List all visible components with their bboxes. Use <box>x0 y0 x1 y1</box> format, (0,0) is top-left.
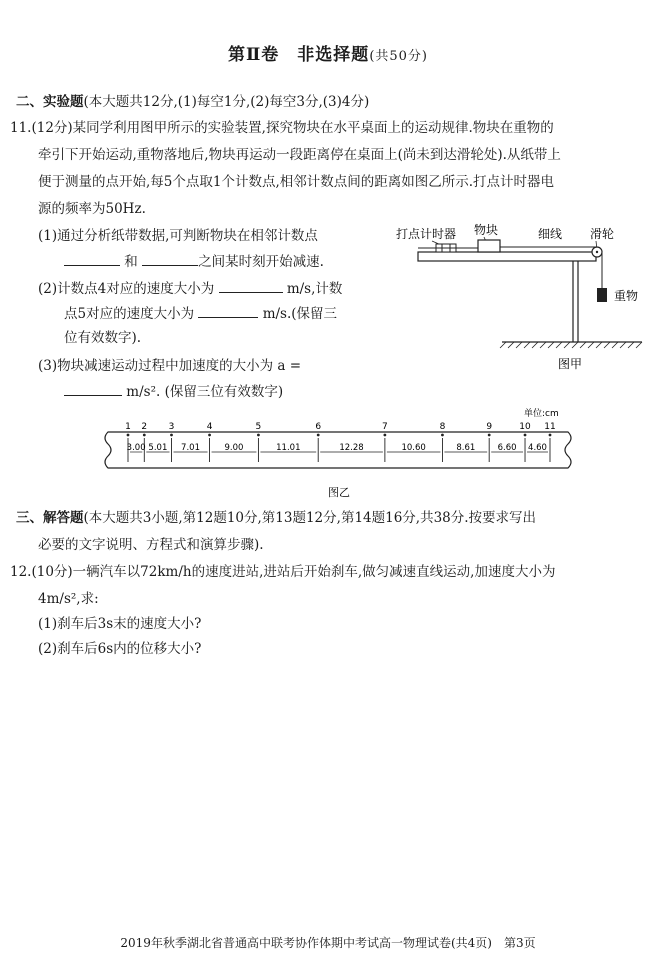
section2-header <box>16 92 369 112</box>
tape-point-label: 6 <box>315 422 322 432</box>
q11-part1-line1: (1)通过分析纸带数据,可判断物块在相邻计数点 <box>38 228 318 244</box>
tape-dot <box>488 434 491 437</box>
block-icon <box>478 240 500 252</box>
q11-part1-tail: 之间某时刻开始减速. <box>198 254 324 270</box>
title-main: 第Ⅱ卷 非选择题 <box>227 45 370 65</box>
q11-part3-line2 <box>64 381 283 402</box>
q11-part1-line2 <box>64 251 324 272</box>
gap-label: 12.28 <box>339 443 364 453</box>
tape-point-label: 2 <box>141 422 148 432</box>
tape-point-label: 7 <box>382 422 388 432</box>
answer-blank[interactable] <box>64 381 122 396</box>
answer-blank[interactable] <box>198 303 258 318</box>
caption-yi: 图乙 <box>328 486 350 499</box>
tape-point-label: 8 <box>439 422 446 432</box>
gap-label: 6.60 <box>497 443 517 453</box>
gap-label: 5.01 <box>148 443 168 453</box>
figure-yi <box>98 404 582 500</box>
weight-icon <box>597 288 607 302</box>
section2-desc: (本大题共12分,(1)每空1分,(2)每空3分,(3)4分) <box>83 94 370 110</box>
tape-point-label: 1 <box>125 422 131 432</box>
tape-dot <box>127 434 130 437</box>
label-pulley: 滑轮 <box>590 227 615 241</box>
caption-jia: 图甲 <box>558 357 583 371</box>
q11-part2-line3: 位有效数字). <box>64 330 142 346</box>
gap-label: 8.61 <box>456 443 476 453</box>
q12-line-1: 12.(10分)一辆汽车以72km/h的速度进站,进站后开始刹车,做匀减速直线运动,加速度大小为 <box>10 564 556 580</box>
tape-point-label: 3 <box>168 422 175 432</box>
tape-dot <box>143 434 146 437</box>
tape-point-label: 9 <box>486 422 493 432</box>
tape-dot <box>317 434 320 437</box>
q11-line-1: 11.(12分)某同学利用图甲所示的实验装置,探究物块在水平桌面上的运动规律.物块在重物的 <box>10 120 554 136</box>
q12-sub-1: (1)刹车后3s末的速度大小? <box>38 616 202 632</box>
tape-point-label: 5 <box>255 422 262 432</box>
answer-blank[interactable] <box>64 251 120 266</box>
tape-point-label: 4 <box>206 422 213 432</box>
q11-part2-text4: m/s.(保留三 <box>262 306 338 322</box>
gap-label: 11.01 <box>276 443 301 453</box>
title-sub: (共50分) <box>369 49 428 64</box>
section3-header <box>16 508 536 528</box>
tape-dot <box>383 434 386 437</box>
q11-part2-text3: 点5对应的速度大小为 <box>64 306 195 322</box>
label-block: 物块 <box>474 223 499 237</box>
section3-desc1: (本大题共3小题,第12题10分,第13题12分,第14题16分,共38分.按要求写出 <box>83 510 537 526</box>
unit-label: 单位:cm <box>524 409 559 419</box>
gap-label: 3.00 <box>126 443 146 453</box>
q11-part2-text2: m/s,计数 <box>286 281 343 297</box>
gap-label: 9.00 <box>224 443 244 453</box>
label-timer: 打点计时器 <box>396 227 457 241</box>
section2-label: 二、实验题 <box>16 94 84 110</box>
q11-part1-and: 和 <box>124 254 138 270</box>
tape-dot <box>549 434 552 437</box>
table-top <box>418 252 596 261</box>
q11-line-2: 牵引下开始运动,重物落地后,物块再运动一段距离停在桌面上(尚未到达滑轮处).从纸带上 <box>38 147 561 163</box>
page-footer: 2019年秋季湖北省普通高中联考协作体期中考试高一物理试卷(共4页) 第3页 <box>120 936 536 950</box>
q11-part3-text: m/s². (保留三位有效数字) <box>126 384 284 400</box>
q12-line-2: 4m/s²,求: <box>38 591 99 607</box>
q11-part3-line1: (3)物块减速运动过程中加速度的大小为 a = <box>38 358 302 374</box>
q11-line-4: 源的频率为50Hz. <box>38 201 146 217</box>
q12-sub-2: (2)刹车后6s内的位移大小? <box>38 641 202 657</box>
section3-label: 三、解答题 <box>16 510 84 526</box>
tape-dot <box>170 434 173 437</box>
section3-desc2: 必要的文字说明、方程式和演算步骤). <box>38 537 264 553</box>
q11-part2-line2 <box>64 303 337 324</box>
page-title <box>0 40 656 65</box>
answer-blank[interactable] <box>219 278 283 293</box>
answer-blank[interactable] <box>142 251 198 266</box>
tape-dot <box>441 434 444 437</box>
gap-label: 4.60 <box>528 443 547 453</box>
tape-point-label: 10 <box>519 422 531 432</box>
tape-point-label: 11 <box>544 422 556 432</box>
label-weight: 重物 <box>614 289 639 303</box>
gap-label: 10.60 <box>401 443 426 453</box>
q11-part2-text1: (2)计数点4对应的速度大小为 <box>38 281 215 297</box>
tape-dot <box>208 434 211 437</box>
tape-dot <box>524 434 527 437</box>
tape-dot <box>257 434 260 437</box>
gap-label: 7.01 <box>181 443 200 453</box>
label-string: 细线 <box>538 227 563 241</box>
q11-line-3: 便于测量的点开始,每5个点取1个计数点,相邻计数点间的距离如图乙所示.打点计时器电 <box>38 174 555 190</box>
figure-jia <box>392 218 650 378</box>
q11-part2-line1 <box>38 278 342 299</box>
